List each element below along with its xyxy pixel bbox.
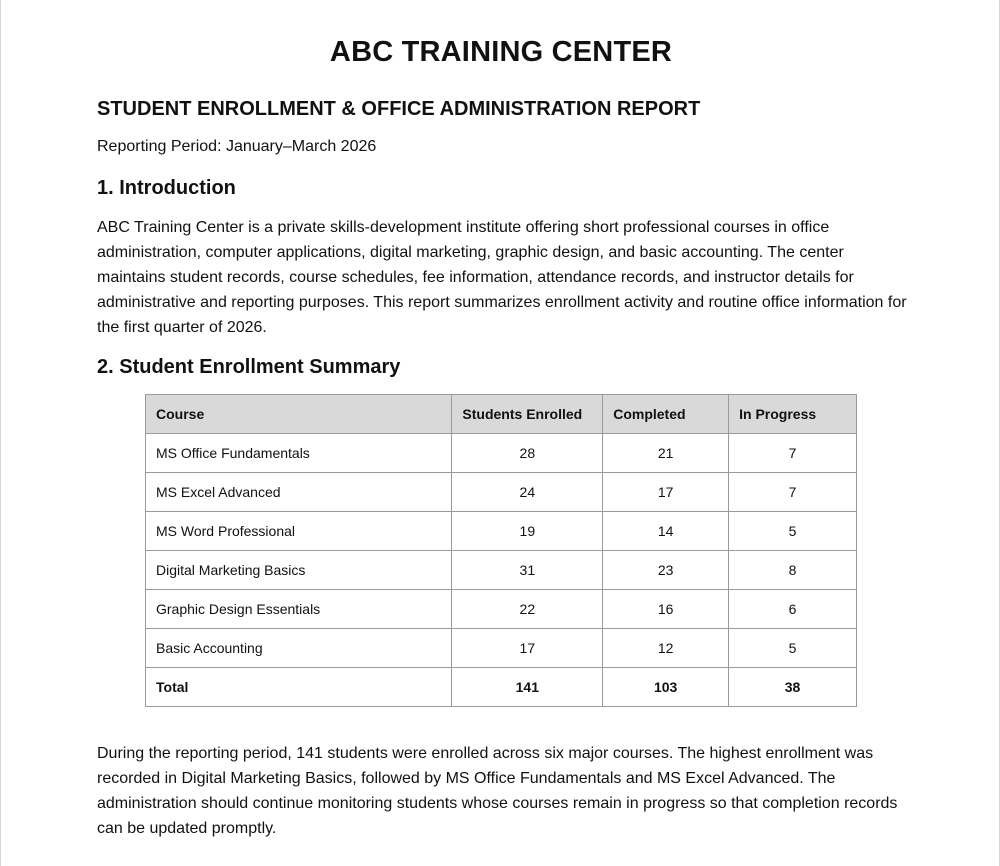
cell-course: MS Excel Advanced [146,473,452,512]
total-in-progress: 38 [729,668,857,707]
report-title: STUDENT ENROLLMENT & OFFICE ADMINISTRATION REPORT [97,98,701,120]
header-course: Course [146,395,452,434]
table-row [146,629,857,668]
cell-course: Basic Accounting [146,629,452,668]
cell-completed: 16 [603,590,729,629]
cell-in-progress: 6 [729,590,857,629]
table-row [146,473,857,512]
org-title: ABC TRAINING CENTER [329,36,673,68]
cell-in-progress: 5 [729,512,857,551]
header-completed: Completed [603,395,729,434]
cell-in-progress: 5 [729,629,857,668]
cell-completed: 21 [603,434,729,473]
cell-in-progress: 7 [729,434,857,473]
cell-enrolled: 24 [452,473,603,512]
cell-enrolled: 22 [452,590,603,629]
total-label: Total [146,668,452,707]
cell-enrolled: 17 [452,629,603,668]
cell-completed: 23 [603,551,729,590]
section-heading-introduction: 1. Introduction [97,177,236,199]
enrollment-table [145,394,857,707]
total-enrolled: 141 [452,668,603,707]
cell-completed: 12 [603,629,729,668]
cell-course: Digital Marketing Basics [146,551,452,590]
table-total-row [146,668,857,707]
section-heading-enrollment: 2. Student Enrollment Summary [97,356,401,378]
cell-in-progress: 7 [729,473,857,512]
cell-course: MS Word Professional [146,512,452,551]
table-row [146,512,857,551]
cell-completed: 14 [603,512,729,551]
header-students-enrolled: Students Enrolled [452,395,603,434]
table-row [146,551,857,590]
table-header-row [146,395,857,434]
reporting-period: Reporting Period: January–March 2026 [97,138,377,155]
cell-enrolled: 31 [452,551,603,590]
table-row [146,434,857,473]
cell-enrolled: 28 [452,434,603,473]
introduction-paragraph: ABC Training Center is a private skills-development institute offering short professional courses in office administration, computer applications, digital marketing, graphic design, and basic accounting. The center maintains student records, course schedules, fee information, attendance records, and instructor details for administrative and reporting purposes. This report summarizes enrollment activity and routine office information for the first quarter of 2026. [97,219,907,336]
cell-course: MS Office Fundamentals [146,434,452,473]
cell-enrolled: 19 [452,512,603,551]
cell-course: Graphic Design Essentials [146,590,452,629]
total-completed: 103 [603,668,729,707]
cell-in-progress: 8 [729,551,857,590]
cell-completed: 17 [603,473,729,512]
enrollment-summary-paragraph: During the reporting period, 141 students were enrolled across six major courses. The highest enrollment was recorded in Digital Marketing Basics, followed by MS Office Fundamentals and MS Excel Advanced. The administration should continue monitoring students whose courses remain in progress so that completion records can be updated promptly. [97,745,898,837]
header-in-progress: In Progress [729,395,857,434]
table-row [146,590,857,629]
